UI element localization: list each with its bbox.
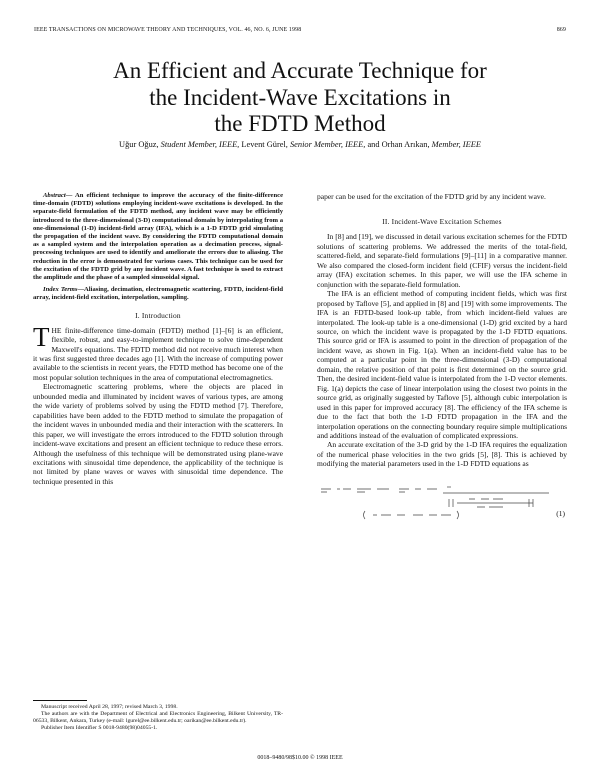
section-heading-excitation-schemes: II. Incident-Wave Excitation Schemes: [382, 217, 502, 227]
section2-paragraph-1: In [8] and [19], we discussed in detail various excitation schemes for the FDTD solutions of scattering problems. We addressed the merits of the total-field, scattered-field, and separate-field formulations [9]–[11] in a comparative manner. We also compared the closed-form incident field (CFIF) versus the incident-field array (IFA) excitation schemes. In this paper, we will use the IFA scheme in conjunction with the separate-field formulation.: [317, 232, 567, 289]
index-terms-text: —Aliasing, decimation, electromagnetic scattering, FDTD, incident-field array, incident-field excitation, interpolation, sampling.: [33, 286, 283, 302]
abstract-label: Abstract—: [43, 192, 73, 199]
footnote-rule: [33, 700, 87, 701]
index-terms-label: Index Terms: [43, 286, 78, 294]
author-role: Student Member, IEEE,: [160, 140, 240, 149]
right-column: [317, 192, 567, 523]
intro-paragraph-1: [33, 321, 283, 383]
drop-cap: T: [33, 321, 50, 352]
author-line: [40, 140, 560, 149]
footnotes: [33, 700, 283, 732]
title-line: the FDTD Method: [214, 111, 386, 136]
left-column: [33, 192, 283, 486]
index-terms: [33, 286, 283, 302]
footnote-identifier: Publisher Item Identifier S 0018-9480(98)04055-1.: [41, 725, 158, 731]
equation-number: (1): [556, 508, 565, 518]
footnote-received: Manuscript received April 28, 1997; revised March 3, 1998.: [41, 704, 178, 710]
intro-paragraph-2: Electromagnetic scattering problems, where the objects are placed in unbounded media and illuminated by incident waves of various types, are among the wide variety of problems solved by using the FDTD method [7]. Therefore, capabilities have been added to the FDTD method to simulate the propagation of the incident waves in unbounded media and their interaction with the scatterers. In this paper, we will investigate the errors introduced to the FDTD solution through incident-wave excitations and present an efficient technique to reduce these errors. Although the usefulness of this technique will be demonstrated using plane-wave excitations with sinusoidal time dependence, the applicability of the technique is not limited by plane waves or waves with sinusoidal time dependence. The technique presented in this: [33, 382, 283, 486]
abstract: [33, 192, 283, 282]
section2-paragraph-3: An accurate excitation of the 3-D grid by the 1-D IFA requires the equalization of the numerical phase velocities in the two grids [5], [8]. This is achieved by modifying the material parameters used in the 1-D FDTD equations as: [317, 440, 567, 469]
footnote-affiliation: The authors are with the Department of Electrical and Electronics Engineering, Bilkent University, TR-06533, Bilkent, Ankara, Turkey (e-mail: lgurel@ee.bilkent.edu.tr; oarikan@ee.bilkent.edu.tr).: [33, 711, 283, 724]
equation-graphic: [317, 479, 567, 523]
author-name: and Orhan Arıkan,: [367, 140, 430, 149]
author-name: Uğur Oğuz,: [119, 140, 159, 149]
equation-1: [317, 479, 567, 523]
author-role: Senior Member, IEEE,: [289, 140, 366, 149]
author-role: Member, IEEE: [431, 140, 481, 149]
section-heading-introduction: I. Introduction: [135, 310, 181, 320]
paper-title: [50, 58, 550, 138]
page-number: 869: [556, 27, 566, 33]
title-line: the Incident-Wave Excitations in: [149, 84, 451, 110]
continued-paragraph: paper can be used for the excitation of the FDTD grid by any incident wave.: [317, 192, 546, 201]
title-line: An Efficient and Accurate Technique for: [113, 58, 487, 83]
intro-paragraph-1-text: HE finite-difference time-domain (FDTD) method [1]–[6] is an efficient, flexible, robust, and easy-to-implement technique to solve time-dependent Maxwell's equations. The FDTD method did not receive much interest when it was first suggested three decades ago [1]. With the increase of computing power available to the scientists in recent years, the FDTD method has become one of the most popular solution techniques in the area of computational electromagnetics.: [33, 325, 283, 382]
abstract-text: An efficient technique to improve the accuracy of the finite-difference time-domain (FDTD) solutions employing incident-wave excitations is developed. In the separate-field formulation of the FDTD method, any incident wave may be efficiently introduced to the three-dimensional (3-D) computational domain by interpolating from a one-dimensional (1-D) incident-field array (IFA), which is a 1-D FDTD grid simulating the propagation of the incident wave. By considering the FDTD computational domain as a sampled system and the interpolation operation as a decimation process, signal-processing techniques are used to identify and ameliorate the errors due to aliasing. The reduction in the error is demonstrated for various cases. This technique can be used for the excitation of the FDTD grid by any incident wave. A fast technique is used to extract the amplitude and the phase of a sampled sinusoidal signal.: [33, 192, 283, 282]
copyright-line: 0018–9480/98$10.00 © 1998 IEEE: [257, 755, 343, 761]
running-header-journal: IEEE TRANSACTIONS ON MICROWAVE THEORY AND TECHNIQUES, VOL. 46, NO. 6, JUNE 1998: [34, 27, 302, 33]
author-name: Levent Gürel,: [241, 140, 288, 149]
section2-paragraph-2: The IFA is an efficient method of computing incident fields, which was first proposed by Taflove [5], and applied in [8] and [19] with some improvements. The IFA is an FDTD-based look-up table, from which incident-field values are interpolated. The look-up table is a one-dimensional (1-D) grid excited by a hard source, on which the incident wave is propagated by the 1-D FDTD equations. This source grid or IFA is assumed to point in the direction of propagation of the incident wave, as shown in Fig. 1(a). When an incident-field value has to be computed at a particular point in the three-dimensional (3-D) computational domain, the relative position of that point is first determined on the source grid. Then, the desired incident-field value is interpolated from the 1-D vector elements. Fig. 1(a) depicts the case of linear interpolation using the closest two points in the source grid, as originally suggested by Taflove [5], although cubic interpolation is used in this paper for improved accuracy [8]. The efficiency of the IFA scheme is due to the fact that both the 1-D FDTD propagation in the IFA and the interpolation operations on the connecting boundary require simple multiplications and additions instead of the evaluation of complicated expressions.: [317, 289, 567, 440]
